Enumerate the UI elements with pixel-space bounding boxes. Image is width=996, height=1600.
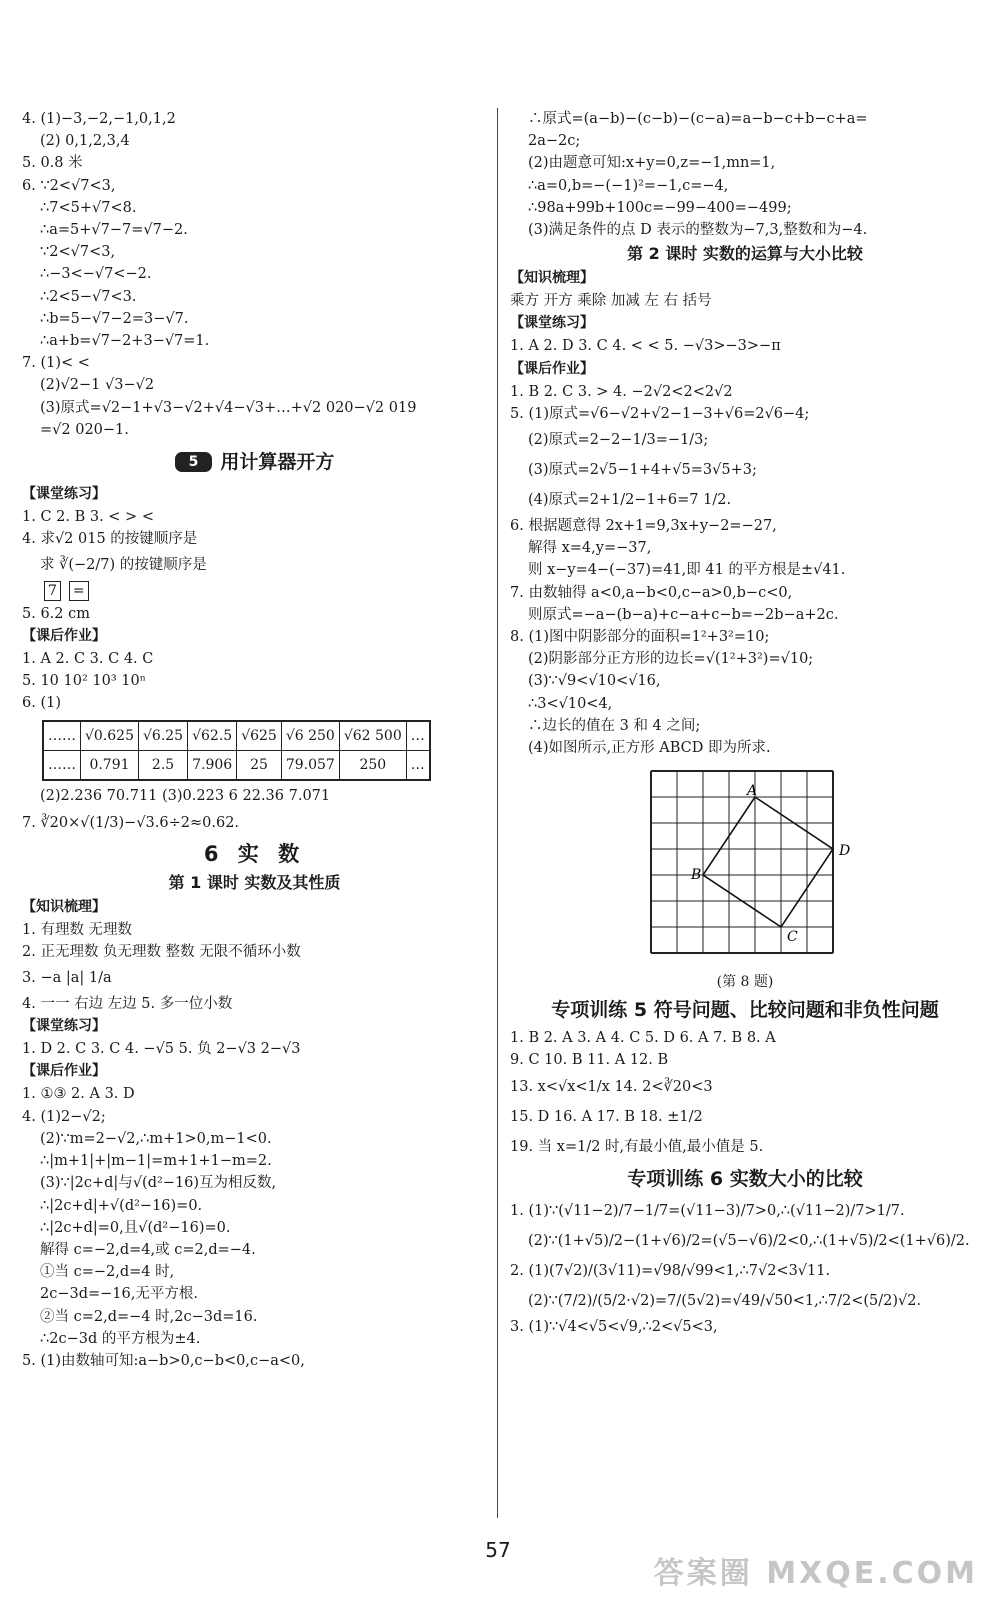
answer-line: 1. A 2. D 3. C 4. < < 5. −√3>−3>−π [510, 338, 781, 355]
answer-line: 1. (1)∵(√11−2)/7−1/7=(√11−3)/7>0,∴(√11−2)/7>1/7. [510, 1202, 905, 1219]
answer-line: (2)阴影部分正方形的边长=√(1²+3²)=√10; [528, 651, 814, 668]
answer-line: 7. 由数轴得 a<0,a−b<0,c−a>0,b−c<0, [510, 584, 793, 601]
answer-line: 6. ∵2<√7<3, [22, 177, 116, 194]
answers-block-left-top [22, 108, 487, 441]
answer-line: ∴7<5+√7<8. [40, 199, 137, 216]
answer-line: 6. (1) [22, 695, 61, 712]
vertex-label: A [747, 783, 758, 800]
answer-line: 【课堂练习】 [510, 315, 594, 332]
table-cell: √0.625 [81, 721, 139, 751]
section-6-heading: 6 实 数 [203, 841, 306, 866]
answer-line: (2) 0,1,2,3,4 [40, 133, 130, 150]
answer-line: ∴−3<−√7<−2. [40, 266, 152, 283]
answer-line: 19. 当 x=1/2 时,有最小值,最小值是 5. [510, 1138, 764, 1155]
answer-line: (3)∵|2c+d|与√(d²−16)互为相反数, [40, 1175, 277, 1192]
answer-line: (2)由题意可知:x+y=0,z=−1,mn=1, [528, 155, 776, 172]
table-cell: √6.25 [139, 721, 188, 751]
answer-line: 7. (1)< < [22, 355, 90, 372]
answer-line: ②当 c=2,d=−4 时,2c−3d=16. [40, 1308, 258, 1325]
answer-line: (3)原式=2√5−1+4+√5=3√5+3; [528, 462, 757, 479]
answer-line: ∴2c−3d 的平方根为±4. [40, 1330, 201, 1347]
square-abcd [703, 797, 833, 927]
table-cell: …… [43, 751, 81, 781]
answer-line: (2)∵(1+√5)/2−(1+√6)/2=(√5−√6)/2<0,∴(1+√5)/2<(1+√6)/2. [528, 1232, 970, 1249]
answer-line: 【知识梳理】 [510, 270, 594, 287]
answer-line: 5. 0.8 米 [22, 155, 83, 172]
answers-block-right-top [510, 108, 980, 241]
answer-line: 【课后作业】 [22, 627, 106, 644]
calculator-key: = [69, 581, 89, 601]
answer-line: ∴a=0,b=−(−1)²=−1,c=−4, [528, 177, 729, 194]
table-cell: √62.5 [188, 721, 237, 751]
answer-line: (3)原式=√2−1+√3−√2+√4−√3+…+√2 020−√2 019 [40, 399, 417, 416]
answer-line: 【课堂练习】 [22, 1018, 106, 1035]
training-6-heading: 专项训练 6 实数大小的比较 [627, 1167, 863, 1190]
answer-line: 乘方 开方 乘除 加减 左 右 括号 [510, 293, 712, 310]
figure-grid [510, 765, 980, 969]
lesson-2-heading: 第 2 课时 实数的运算与大小比较 [627, 244, 863, 264]
table-cell: … [406, 721, 430, 751]
table-cell: √62 500 [339, 721, 406, 751]
answer-line: 4. 求√2 015 的按键顺序是 [22, 531, 198, 548]
answers-block-section-5 [22, 483, 487, 714]
table-cell: … [406, 751, 430, 781]
answer-line: ∵2<√7<3, [40, 244, 116, 261]
table-cell: 25 [237, 751, 282, 781]
answer-line: ∴3<√10<4, [528, 695, 613, 712]
answer-line: ∴|2c+d|=0,且√(d²−16)=0. [40, 1219, 231, 1236]
vertex-label: B [691, 867, 702, 884]
table-row [43, 721, 430, 751]
table-cell: √625 [237, 721, 282, 751]
answer-line: 则原式=−a−(b−a)+c−a+c−b=−2b−a+2c. [528, 606, 839, 623]
answer-line: 15. D 16. A 17. B 18. ±1/2 [510, 1108, 703, 1125]
answer-line: ∴2<5−√7<3. [40, 288, 137, 305]
answer-line: ①当 c=−2,d=4 时, [40, 1264, 175, 1281]
answer-line: (2)∵(7/2)/(5/2·√2)=7/(5√2)=√49/√50<1,∴7/2<(5/2)√2. [528, 1292, 922, 1309]
answer-line: (2)∵m=2−√2,∴m+1>0,m−1<0. [40, 1130, 272, 1147]
vertex-label: C [787, 929, 798, 946]
answer-line: (2)2.236 70.711 (3)0.223 6 22.36 7.071 [40, 788, 331, 805]
answer-line: 2. (1)(7√2)/(3√11)=√98/√99<1,∴7√2<3√11. [510, 1262, 831, 1279]
answer-line: 1. B 2. A 3. A 4. C 5. D 6. A 7. B 8. A [510, 1030, 776, 1047]
training-5-heading: 专项训练 5 符号问题、比较问题和非负性问题 [551, 999, 939, 1022]
answer-line: 【课后作业】 [22, 1063, 106, 1080]
page-number: 57 [485, 1538, 511, 1562]
answer-line: (3)∵√9<√10<√16, [528, 673, 661, 690]
answer-line: (4)原式=2+1/2−1+6=7 1/2. [528, 492, 732, 509]
table-cell: 250 [339, 751, 406, 781]
table-cell: √6 250 [281, 721, 339, 751]
answer-line: 则 x−y=4−(−37)=41,即 41 的平方根是±√41. [528, 562, 846, 579]
watermark-logo: 答案圈 MXQE.COM [653, 1556, 978, 1591]
calculator-key: 7 [44, 581, 61, 601]
answer-line: 5. 10 10² 10³ 10ⁿ [22, 673, 146, 690]
left-column [22, 108, 487, 1372]
answer-line: ∴原式=(a−b)−(c−b)−(c−a)=a−b−c+b−c+a= [528, 111, 868, 127]
answers-block-training-6 [510, 1196, 980, 1338]
answer-line: 5. (1)由数轴可知:a−b>0,c−b<0,c−a<0, [22, 1352, 305, 1369]
answer-line: 1. B 2. C 3. > 4. −2√2<2<2√2 [510, 383, 733, 400]
answer-line: 9. C 10. B 11. A 12. B [510, 1052, 669, 1069]
answer-line: ∴|m+1|+|m−1|=m+1+1−m=2. [40, 1153, 272, 1170]
answer-line: 1. 有理数 无理数 [22, 921, 133, 938]
column-divider [497, 108, 498, 1518]
table-row [43, 751, 430, 781]
answer-line: 13. x<√x<1/x 14. 2<∛20<3 [510, 1078, 713, 1095]
answer-line: (4)如图所示,正方形 ABCD 即为所求. [528, 740, 771, 757]
section-badge: 5 [175, 452, 213, 472]
answer-line: ∴|2c+d|+√(d²−16)=0. [40, 1197, 203, 1214]
answer-line: 1. ①③ 2. A 3. D [22, 1086, 135, 1103]
answers-block-training-5 [510, 1027, 980, 1161]
answer-line: 4. (1)−3,−2,−1,0,1,2 [22, 111, 176, 127]
answer-line: =√2 020−1. [40, 421, 129, 438]
answer-line: ∴b=5−√7−2=3−√7. [40, 310, 189, 327]
answer-line: (3)满足条件的点 D 表示的整数为−7,3,整数和为−4. [528, 222, 868, 239]
section-title: 用计算器开方 [220, 451, 335, 474]
answer-line: 2. 正无理数 负无理数 整数 无限不循环小数 [22, 943, 301, 960]
answer-line: 1. D 2. C 3. C 4. −√5 5. 负 2−√3 2−√3 [22, 1041, 301, 1058]
square-abcd-figure [645, 765, 851, 965]
answer-line: 3. −a |a| 1/a [22, 970, 112, 987]
answer-line: 2c−3d=−16,无平方根. [40, 1286, 198, 1303]
table-cell: …… [43, 721, 81, 751]
answers-block-lesson-2 [510, 267, 980, 759]
answers-block-section-5-end [22, 785, 487, 837]
section-5-heading [22, 445, 487, 479]
square-root-table [42, 720, 431, 781]
calculator-key-row [22, 580, 487, 602]
answer-line: 7. ∛20×√(1/3)−√3.6÷2≈0.62. [22, 814, 240, 831]
answer-line: 3. (1)∵√4<√5<√9,∴2<√5<3, [510, 1318, 718, 1335]
answer-line: 4. 一一 右边 左边 5. 多一位小数 [22, 996, 233, 1013]
table-cell: 79.057 [281, 751, 339, 781]
answer-line: 6. 根据题意得 2x+1=9,3x+y−2=−27, [510, 518, 777, 535]
answer-line: ∴a=5+√7−7=√7−2. [40, 222, 188, 239]
answer-line: 1. C 2. B 3. < > < [22, 509, 154, 526]
answer-line: 【知识梳理】 [22, 898, 106, 915]
right-column [510, 108, 980, 1338]
answer-line: 2a−2c; [528, 133, 581, 150]
lesson-1-heading: 第 1 课时 实数及其性质 [168, 872, 341, 892]
answers-block-section-6 [22, 896, 487, 1372]
answer-line: 【课后作业】 [510, 360, 594, 377]
answer-line: 5. 6.2 cm [22, 605, 90, 622]
answer-line: 5. (1)原式=√6−√2+√2−1−3+√6=2√6−4; [510, 405, 810, 422]
answer-line: 解得 x=4,y=−37, [528, 540, 652, 557]
answer-line: 【课堂练习】 [22, 486, 106, 503]
vertex-label: D [839, 843, 851, 860]
answer-line: 4. (1)2−√2; [22, 1108, 106, 1125]
answer-line: ∴98a+99b+100c=−99−400=−499; [528, 199, 792, 216]
answer-line: (2)√2−1 √3−√2 [40, 377, 155, 394]
answer-line: 1. A 2. C 3. C 4. C [22, 650, 154, 667]
answer-line: 8. (1)图中阴影部分的面积=1²+3²=10; [510, 629, 770, 646]
table-cell: 2.5 [139, 751, 188, 781]
answer-line: 解得 c=−2,d=4,或 c=2,d=−4. [40, 1241, 256, 1258]
table-cell: 7.906 [188, 751, 237, 781]
answer-line: ∴边长的值在 3 和 4 之间; [528, 717, 701, 734]
table-cell: 0.791 [81, 751, 139, 781]
answer-line: ∴a+b=√7−2+3−√7=1. [40, 333, 210, 350]
answer-line: (2)原式=2−2−1/3=−1/3; [528, 432, 709, 449]
figure-caption: (第 8 题) [716, 974, 774, 991]
answer-line: 求 ∛(−2/7) 的按键顺序是 [40, 557, 207, 574]
